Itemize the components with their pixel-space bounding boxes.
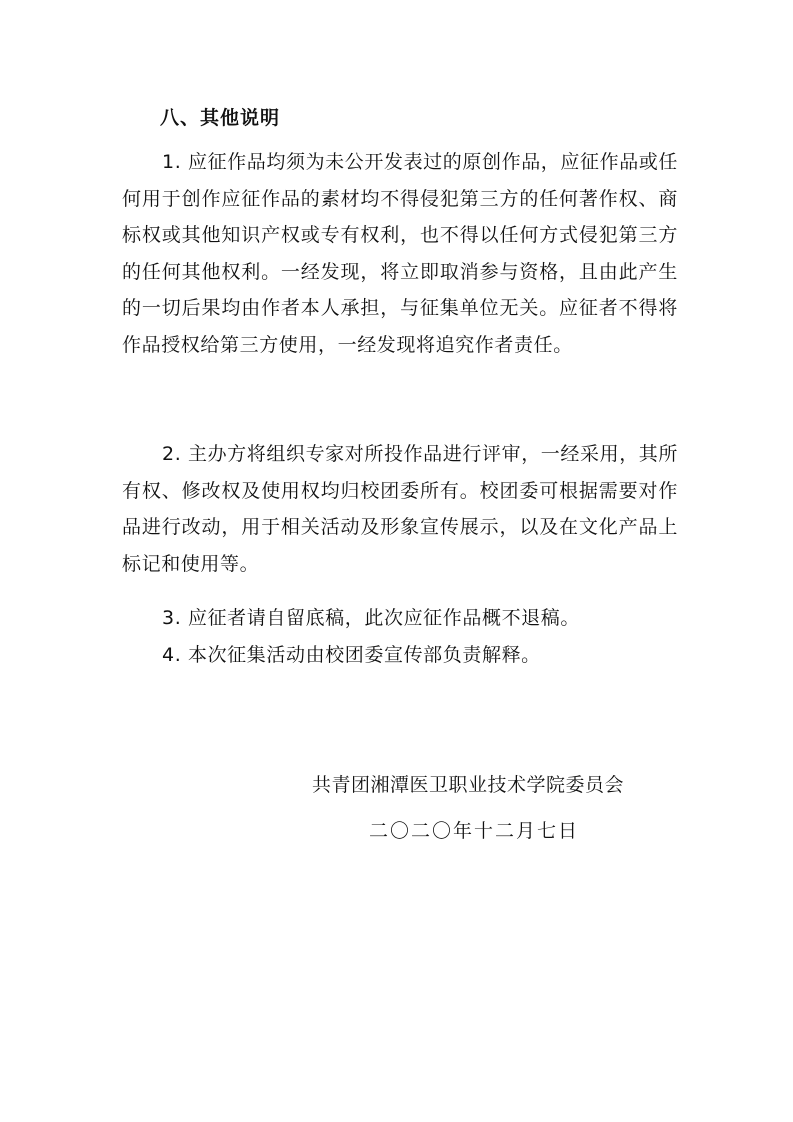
clause-3-paragraph: 3. 应征者请自留底稿，此次应征作品概不退稿。 — [162, 607, 580, 629]
signature-organization: 共青团湘潭医卫职业技术学院委员会 — [312, 774, 625, 796]
section-heading: 八、其他说明 — [160, 107, 281, 129]
clause-1-paragraph: 1. 应征作品均须为未公开发表过的原创作品，应征作品或任何用于创作应征作品的素材均不得侵犯第三方的任何著作权、商标权或其他知识产权或专有权利，也不得以任何方式侵犯第三方的任何其他权利。一经发现，将立即取消参与资格，且由此产生的一切后果均由作者本人承担，与征集单位无关。应征者不得将作品授权给第三方使用，一经发现将追究作者责任。 — [122, 151, 678, 356]
clause-4-paragraph: 4. 本次征集活动由校团委宣传部负责解释。 — [162, 644, 541, 666]
clause-2-paragraph: 2. 主办方将组织专家对所投作品进行评审，一经采用，其所有权、修改权及使用权均归校团委所有。校团委可根据需要对作品进行改动，用于相关活动及形象宣传展示，以及在文化产品上标记和使用等。 — [122, 443, 678, 575]
signature-date: 二〇二〇年十二月七日 — [369, 820, 580, 842]
